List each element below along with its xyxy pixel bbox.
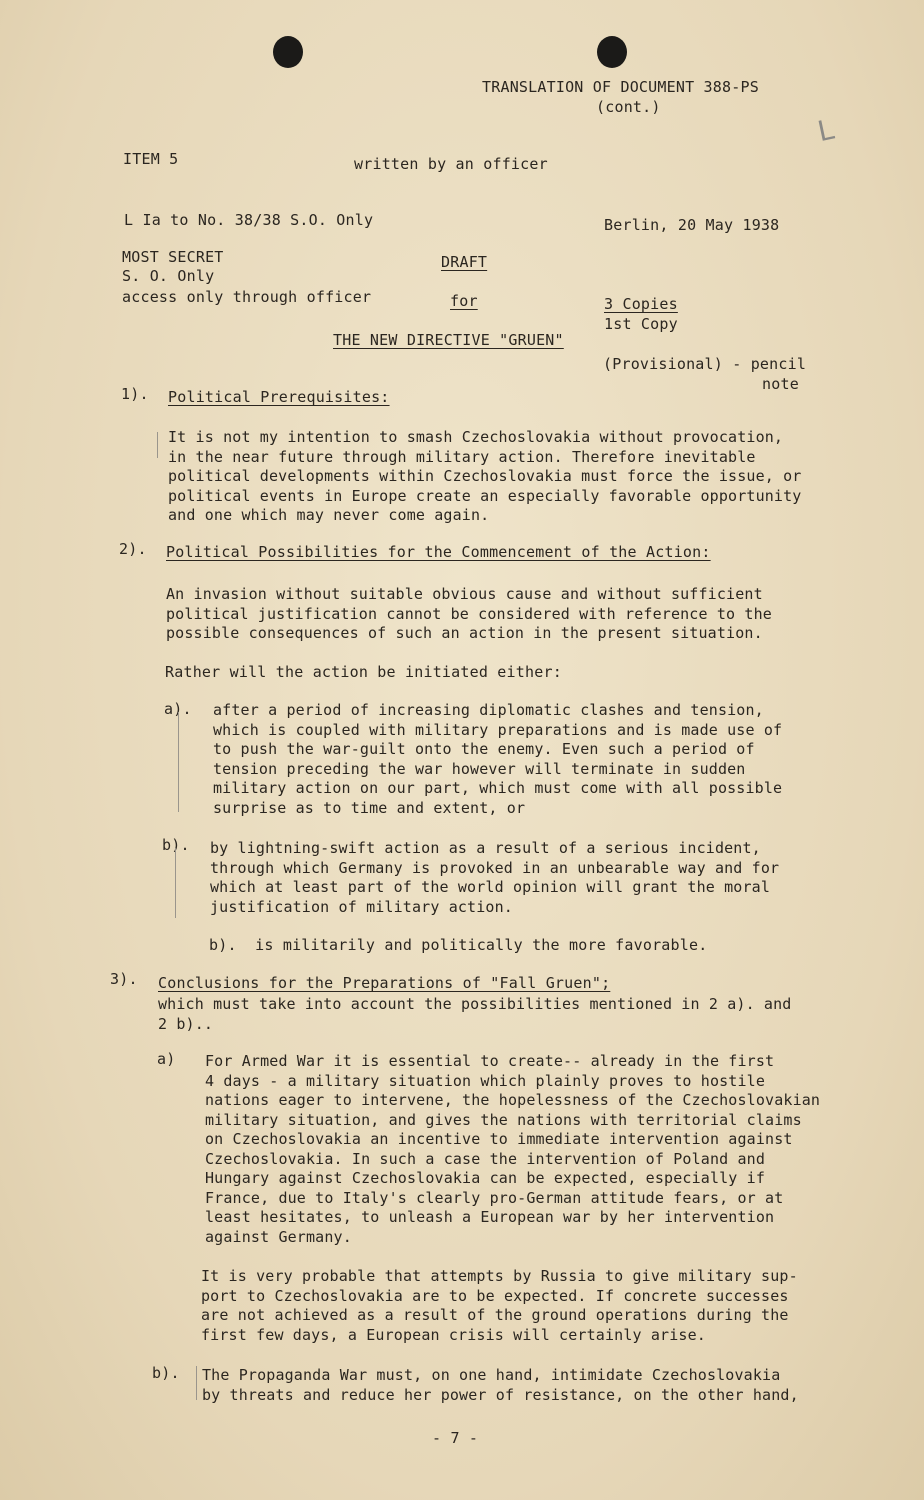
punch-hole-icon (273, 36, 303, 68)
pencil-margin-line (196, 1366, 197, 1400)
item-label: ITEM 5 (123, 150, 179, 168)
secrecy-label: MOST SECRET (122, 248, 224, 266)
section-1-text: It is not my intention to smash Czechoslovakia without provocation, in the near future through military action. Therefore inevitable political developments within Czechoslovakia must force the issue, or political events in Europe create an especially favorable opportunity and one which may never come again. (168, 428, 802, 524)
margin-check-mark: L (814, 112, 837, 149)
pencil-margin-line (175, 848, 176, 918)
section-2b-conclusion: b). is militarily and politically the more favorable. (209, 936, 708, 954)
section-3-heading: Conclusions for the Preparations of "Fall Gruen"; (158, 974, 611, 992)
section-3a-label: a) (157, 1050, 176, 1068)
translation-title: TRANSLATION OF DOCUMENT 388-PS (482, 78, 759, 96)
section-2b-text: by lightning-swift action as a result of a serious incident, through which Germany is provoked in an unbearable way and for which at least part of the world opinion will grant the moral justification of military action. (210, 839, 780, 916)
section-2-number: 2). (119, 540, 147, 558)
section-3-number: 3). (110, 970, 138, 988)
access-label: access only through officer (122, 288, 372, 306)
so-only-label: S. O. Only (122, 267, 215, 285)
written-by: written by an officer (354, 155, 548, 173)
punch-hole-icon (597, 36, 627, 68)
provisional-note: (Provisional) - pencil (603, 355, 807, 373)
section-1-number: 1). (121, 385, 149, 403)
place-date: Berlin, 20 May 1938 (604, 216, 780, 234)
copies-count: 3 Copies (604, 295, 678, 313)
section-1-heading: Political Prerequisites: (168, 388, 390, 406)
section-2-heading: Political Possibilities for the Commencement of the Action: (166, 543, 711, 561)
section-3b-label: b). (152, 1364, 180, 1382)
pencil-margin-line (178, 712, 179, 812)
section-2-text: An invasion without suitable obvious cause and without sufficient political justification cannot be considered with reference to the possible consequences of such an action in the present situation. (166, 585, 772, 642)
reference-number: L Ia to No. 38/38 S.O. Only (124, 211, 374, 229)
section-2a-text: after a period of increasing diplomatic clashes and tension, which is coupled with military preparations and is made use of to push the war-guilt onto the enemy. Even such a period of tension preceding the war however will terminate in sudden military action on our part, which must come with all possible surprise as to time and extent, or (213, 701, 783, 817)
section-3b-text: The Propaganda War must, on one hand, intimidate Czechoslovakia by threats and reduce her power of resistance, on the other hand, (202, 1366, 799, 1404)
copy-number: 1st Copy (604, 315, 678, 333)
continuation-label: (cont.) (596, 98, 661, 116)
provisional-note-cont: note (762, 375, 799, 393)
section-3-text: which must take into account the possibilities mentioned in 2 a). and 2 b).. (158, 995, 792, 1033)
page-number: - 7 - (432, 1429, 479, 1447)
pencil-margin-line (157, 432, 158, 458)
section-3a-text: For Armed War it is essential to create-- already in the first 4 days - a military situation which plainly proves to hostile nations eager to intervene, the hopelessness of the Czechoslovakian military situation, and gives the nations with territorial claims on Czechoslovakia an incentive to immediate intervention against Czechoslovakia. In such a case the intervention of Poland and Hungary against Czechoslovakia can be expected, especially if France, due to Italy's clearly pro-German attitude fears, or at least hesitates, to unleash a European war by her intervention against Germany. (205, 1052, 821, 1246)
section-3a-text-2: It is very probable that attempts by Russia to give military sup- port to Czechoslovakia are to be expected. If concrete successes are not achieved as a result of the ground operations during the first few days, a European crisis will certainly arise. (201, 1267, 798, 1344)
directive-title: THE NEW DIRECTIVE "GRUEN" (333, 331, 564, 349)
section-2a-label: a). (164, 700, 192, 718)
section-2-rather: Rather will the action be initiated either: (165, 663, 562, 681)
section-2b-label: b). (162, 836, 190, 854)
for-label: for (450, 292, 478, 310)
draft-label: DRAFT (441, 253, 488, 271)
